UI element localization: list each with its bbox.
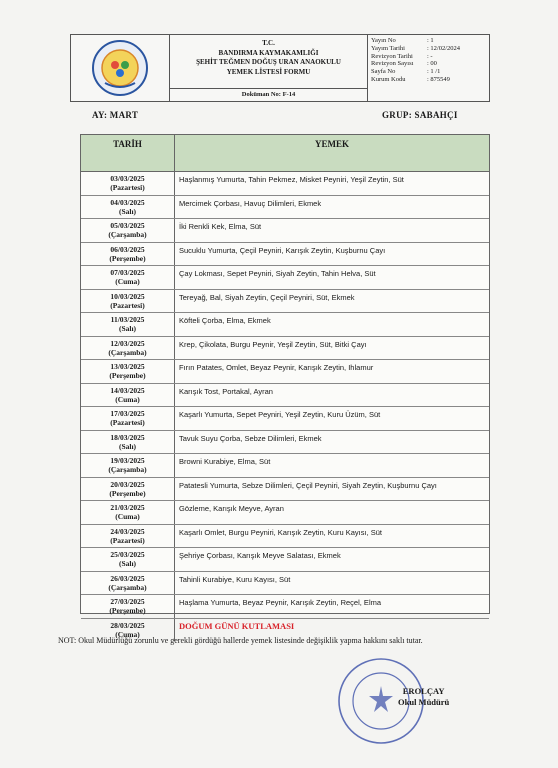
row-date [81,407,175,430]
row-date [81,290,175,313]
meta-row: Revizyon Sayısı : 00 [371,60,437,68]
date-value: 11/03/2025 [110,315,145,324]
school-logo [71,35,170,101]
date-value: 14/03/2025 [110,385,145,395]
header-school: ŞEHİT TEĞMEN DOĞUŞ URAN ANAOKULU [196,58,341,66]
day-name: (Çarşamba) [108,230,147,239]
date-value: 17/03/2025 [110,409,145,418]
day-name: (Cuma) [115,277,140,286]
row-meal: Tavuk Suyu Çorba, Sebze Dilimleri, Ekmek [179,433,322,443]
row-meal: Patatesli Yumurta, Sebze Dilimleri, Çeçil Peyniri, Siyah Zeytin, Kuşburnu Çayı [179,480,437,490]
row-meal: Çay Lokması, Sepet Peyniri, Siyah Zeytin, Tahin Helva, Süt [179,269,376,278]
date-value: 07/03/2025 [110,268,145,277]
row-date [81,431,175,454]
month-label: AY: MART [92,110,139,120]
table-row [81,290,489,314]
day-name: (Perşembe) [109,488,146,498]
day-name: (Perşembe) [109,371,146,380]
day-name: (Pazartesi) [110,183,145,192]
table-row [81,337,489,361]
table-row [81,572,489,596]
row-meal: Mercimek Çorbası, Havuç Dilimleri, Ekmek [179,198,322,208]
date-value: 12/03/2025 [110,338,145,348]
date-value: 20/03/2025 [110,479,145,489]
row-meal: Haşlama Yumurta, Beyaz Peynir, Karışık Zeytin, Reçel, Elma [179,598,382,607]
date-value: 04/03/2025 [110,197,145,207]
header-titles [170,35,368,101]
table-row [81,454,489,478]
form-header [70,34,490,102]
menu-table [80,134,490,639]
day-name: (Pazartesi) [110,418,145,427]
row-date [81,384,175,407]
row-meal: İki Renkli Kek, Elma, Süt [179,222,262,231]
row-meal: Kaşarlı Omlet, Burgu Peyniri, Karışık Zeytin, Kuru Kayısı, Süt [179,527,382,537]
principal-title: Okul Müdürü [398,697,450,707]
table-row [81,501,489,525]
row-date [81,525,175,548]
row-date [81,548,175,571]
day-name: (Perşembe) [109,253,146,263]
date-value: 10/03/2025 [110,291,145,301]
date-value: 13/03/2025 [110,362,145,371]
table-row [81,360,489,384]
row-date [81,219,175,242]
day-name: (Çarşamba) [108,582,147,592]
group-label: GRUP: SABAHÇI [382,110,458,120]
day-name: (Cuma) [115,394,140,404]
day-name: (Pazartesi) [110,300,145,310]
table-row [81,172,489,196]
row-meal: Fırın Patates, Omlet, Beyaz Peynir, Karışık Zeytin, Ihlamur [179,363,374,372]
table-row [81,431,489,455]
footer-note: NOT: Okul Müdürlüğü zorunlu ve gerekli gördüğü hallerde yemek listesinde değişiklik yapma hakkını saklı tutar. [58,636,423,645]
row-meal: Krep, Çikolata, Burgu Peynir, Yeşil Zeytin, Süt, Bitki Çayı [179,339,367,349]
row-meal: Tereyağ, Bal, Siyah Zeytin, Çeçil Peyniri, Süt, Ekmek [179,292,355,302]
meta-row: Kurum Kodu : 875549 [371,75,450,83]
day-name: (Çarşamba) [108,465,147,474]
date-value: 03/03/2025 [110,174,145,183]
header-form-title: YEMEK LİSTESİ FORMU [226,67,311,76]
date-value: 18/03/2025 [110,432,145,442]
row-date [81,313,175,336]
table-row [81,266,489,290]
row-date [81,196,175,219]
principal-name: EROLÇAY [402,686,445,696]
table-row [81,525,489,549]
day-name: (Salı) [118,324,137,333]
meta-row: Yayım Tarihi : 12/02/2024 [371,44,461,52]
meta-row: Yayın No : 1 [371,37,434,44]
table-row [81,196,489,220]
row-date [81,501,175,524]
header-tc: T.C. [262,39,275,47]
signature-block [398,686,449,708]
table-row [81,219,489,243]
row-date [81,243,175,266]
table-row [81,478,489,502]
date-value: 19/03/2025 [110,456,145,465]
date-value: 06/03/2025 [110,244,145,254]
date-value: 24/03/2025 [110,526,145,536]
row-date [81,454,175,477]
row-meal: Haşlanmış Yumurta, Tahin Pekmez, Misket Peyniri, Yeşil Zeytin, Süt [179,175,404,184]
row-date [81,595,175,618]
day-name: (Salı) [118,206,137,216]
day-name: (Cuma) [115,512,140,521]
table-body [81,172,489,641]
table-header [81,135,489,172]
date-value: 26/03/2025 [110,573,145,583]
row-date [81,266,175,289]
date-value: 21/03/2025 [110,503,145,512]
row-meal: Kaşarlı Yumurta, Sepet Peyniri, Yeşil Zeytin, Kuru Üzüm, Süt [179,410,381,419]
header-kaymakamlik: BANDIRMA KAYMAKAMLIĞI [218,48,319,57]
column-header-date: TARİH [81,135,175,171]
meta-row: Sayfa No : 1 /1 [371,68,441,76]
day-name: (Cuma) [115,629,140,639]
row-date [81,478,175,501]
table-row [81,595,489,619]
meta-row: Revizyon Tarihi : - [371,52,433,60]
date-value: 25/03/2025 [110,550,145,559]
document-number: Doküman No: F-14 [170,88,367,101]
table-row [81,548,489,572]
table-row [81,384,489,408]
date-value: 27/03/2025 [110,597,145,606]
header-meta [368,35,489,101]
day-name: (Çarşamba) [108,347,147,357]
table-row [81,407,489,431]
row-meal: Tahinli Kurabiye, Kuru Kayısı, Süt [179,574,291,584]
row-date [81,572,175,595]
day-name: (Salı) [118,441,137,451]
date-value: 05/03/2025 [110,221,145,230]
day-name: (Perşembe) [109,606,146,615]
row-meal: Gözleme, Karışık Meyve, Ayran [179,504,284,513]
column-header-meal: YEMEK [314,139,349,149]
row-meal: Sucuklu Yumurta, Çeçil Peyniri, Karışık Zeytin, Kuşburnu Çayı [179,245,386,255]
row-meal: DOĞUM GÜNÜ KUTLAMASI [179,620,295,631]
table-row [81,243,489,267]
row-meal: Karışık Tost, Portakal, Ayran [179,386,273,396]
row-meal: Şehriye Çorbası, Karışık Meyve Salatası, Ekmek [179,551,341,560]
row-date [81,337,175,360]
day-name: (Salı) [118,559,137,568]
day-name: (Pazartesi) [110,535,145,545]
date-value: 28/03/2025 [110,620,145,630]
row-date [81,172,175,195]
row-meal: Köfteli Çorba, Elma, Ekmek [179,316,271,325]
row-date [81,360,175,383]
table-row [81,313,489,337]
row-meal: Browni Kurabiye, Elma, Süt [179,457,271,466]
